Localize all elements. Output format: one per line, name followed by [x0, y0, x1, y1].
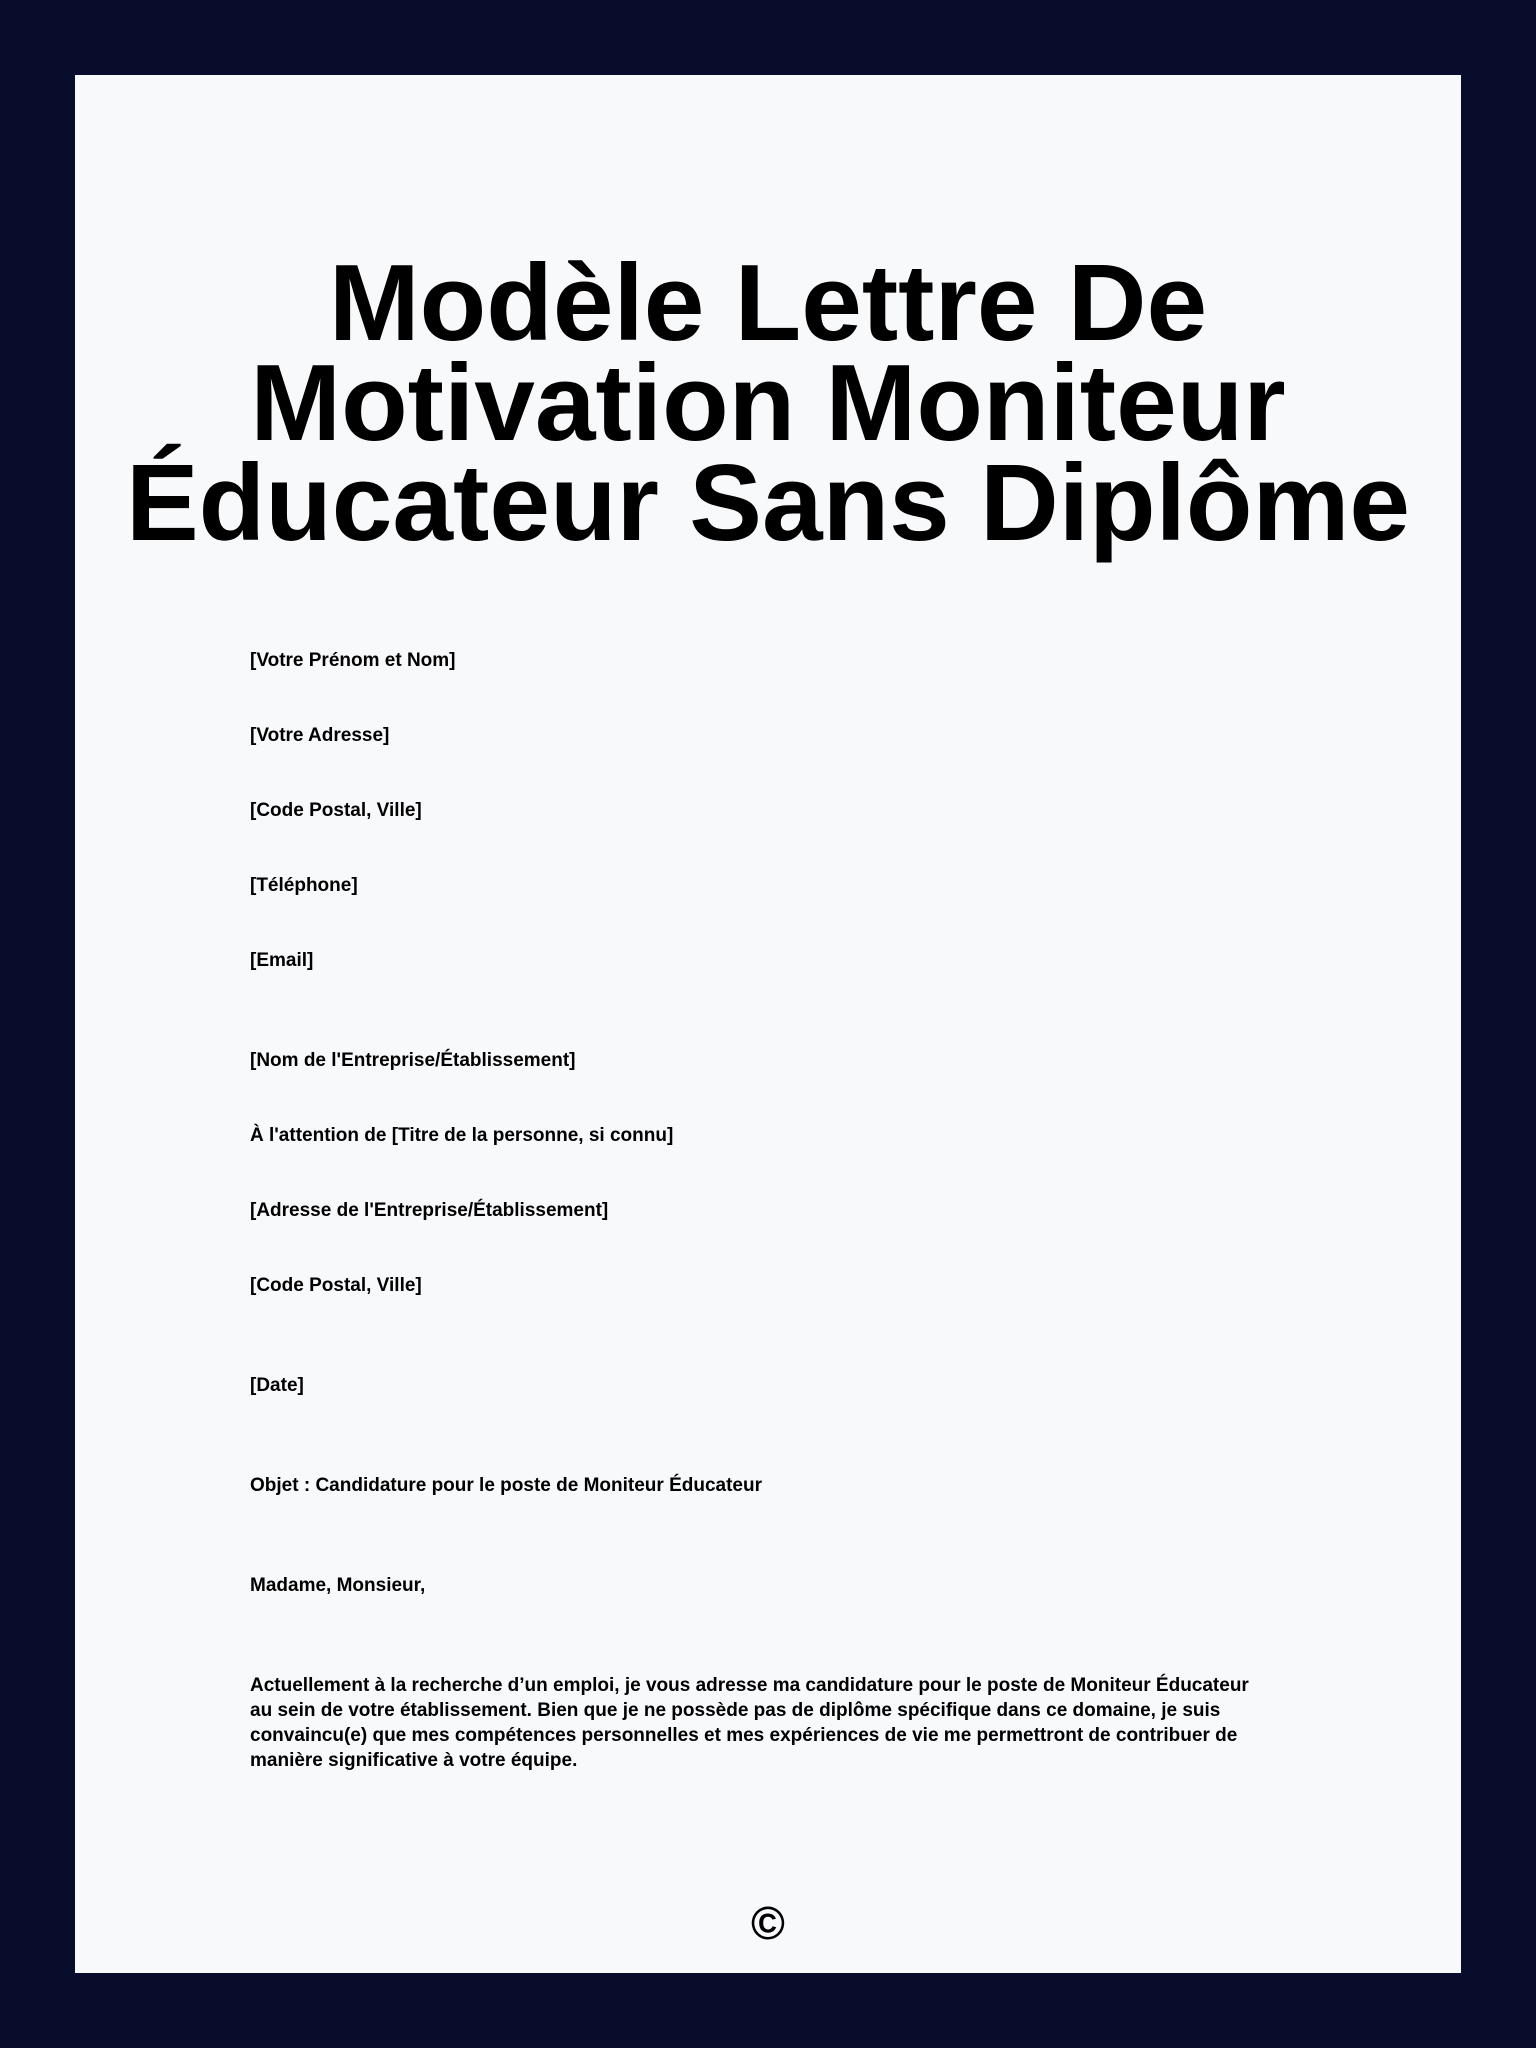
sender-city: [Code Postal, Ville]	[250, 800, 422, 821]
sender-address: [Votre Adresse]	[250, 725, 390, 746]
letter-salutation: Madame, Monsieur,	[250, 1575, 426, 1596]
recipient-company: [Nom de l'Entreprise/Établissement]	[250, 1050, 576, 1071]
sender-name: [Votre Prénom et Nom]	[250, 650, 456, 671]
letter-subject: Objet : Candidature pour le poste de Moniteur Éducateur	[250, 1475, 762, 1496]
letter-date: [Date]	[250, 1375, 304, 1396]
recipient-city: [Code Postal, Ville]	[250, 1275, 422, 1296]
recipient-attention: À l'attention de [Titre de la personne, si connu]	[250, 1125, 674, 1146]
copyright-icon: ©	[751, 1897, 785, 1949]
letter-page	[75, 75, 1461, 1973]
recipient-address: [Adresse de l'Entreprise/Établissement]	[250, 1200, 609, 1221]
sender-email: [Email]	[250, 950, 314, 971]
sender-phone: [Téléphone]	[250, 875, 358, 896]
letter-paragraph: Actuellement à la recherche d’un emploi, je vous adresse ma candidature pour le poste de Moniteur Éducateur au sein de votre établissement. Bien que je ne possède pas de diplôme spécifique dans ce domaine, je suis convaincu(e) que mes compétences personnelles et mes expériences de vie me permettront de contribuer de manière significative à votre équipe.	[250, 1675, 1249, 1771]
page-title: Modèle Lettre De Motivation Moniteur Éducateur Sans Diplôme	[125, 242, 1411, 564]
